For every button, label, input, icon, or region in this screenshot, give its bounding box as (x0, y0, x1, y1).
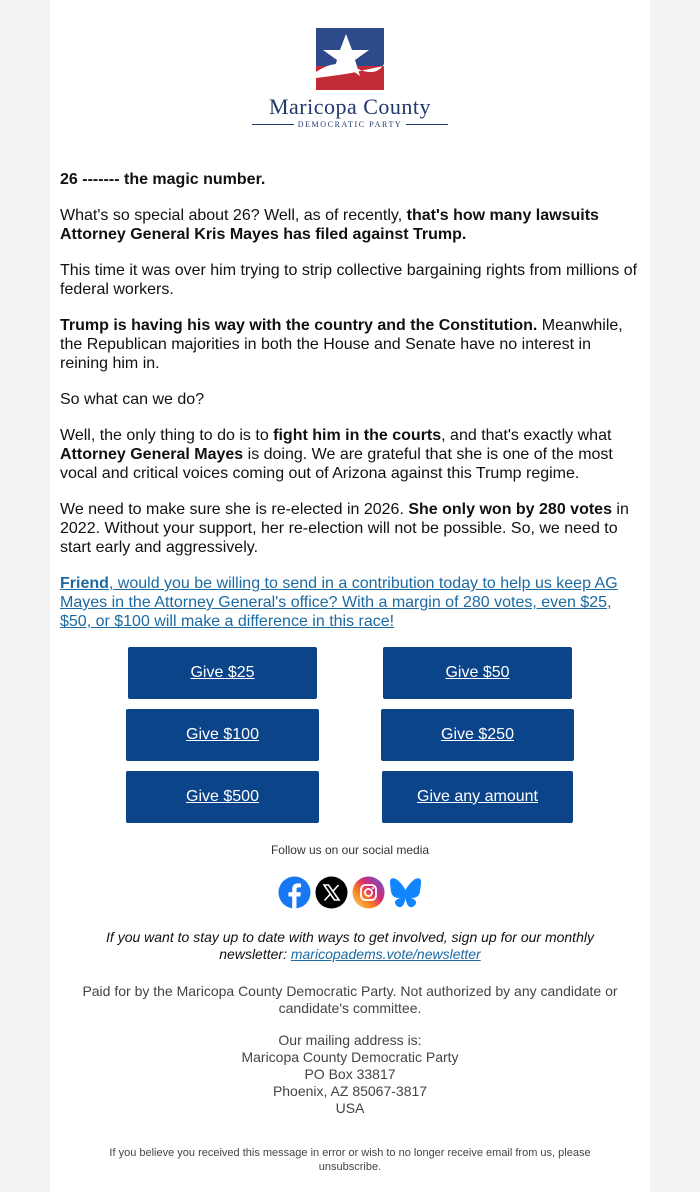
text: Well, the only thing to do is to (60, 427, 274, 444)
instagram-icon[interactable] (352, 876, 385, 909)
paragraph-7 (60, 500, 642, 557)
paid-for-disclaimer: Paid for by the Maricopa County Democratic Party. Not authorized by any candidate or candidate's committee. (82, 983, 618, 1016)
bluesky-icon[interactable] (389, 876, 422, 909)
message-content (60, 170, 642, 648)
header (50, 28, 650, 129)
paragraph-1 (60, 170, 642, 189)
friend-text: Friend (60, 575, 109, 592)
give-100-button[interactable]: Give $100 (126, 709, 319, 761)
give-25-button[interactable]: Give $25 (128, 647, 317, 699)
text: , and that's exactly what (441, 427, 612, 444)
paragraph-4 (60, 316, 642, 373)
unsubscribe-text: If you believe you received this message in error or wish to no longer receive email from us, please (109, 1147, 591, 1159)
bold-text: Attorney General Mayes (60, 446, 244, 463)
give-250-button[interactable]: Give $250 (381, 709, 574, 761)
cta-paragraph (60, 574, 642, 631)
give-500-button[interactable]: Give $500 (126, 771, 319, 823)
cta-link[interactable] (60, 575, 618, 630)
cta-text: , would you be willing to send in a contribution today to help us keep AG Mayes in the Attorney General's office? With a margin of 280 votes, even $25, $50, or $100 will make a difference in this race! (60, 575, 618, 630)
mailing-address-line: Phoenix, AZ 85067-3817 (272, 1083, 428, 1099)
bold-text: fight him in the courts (273, 427, 442, 444)
bold-text: Trump is having his way with the country and the Constitution. (60, 317, 538, 334)
divider (406, 124, 448, 125)
mailing-address-line: PO Box 33817 (304, 1066, 396, 1082)
newsletter-link[interactable]: maricopadems.vote/newsletter (290, 946, 481, 962)
mailing-address-line: Maricopa County Democratic Party (241, 1049, 459, 1065)
facebook-icon[interactable] (278, 876, 311, 909)
mailing-address (50, 1032, 650, 1117)
bold-text: that's how many lawsuits Attorney General Kris Mayes has filed against Trump. (60, 207, 599, 243)
party-logo-icon (316, 28, 384, 90)
paragraph-5: So what can we do? (60, 391, 205, 408)
mailing-address-title: Our mailing address is: (278, 1032, 422, 1048)
divider (252, 124, 294, 125)
paragraph-6 (60, 426, 642, 483)
mailing-address-line: USA (335, 1100, 365, 1116)
social-title: Follow us on our social media (270, 843, 430, 857)
org-subtitle (50, 120, 650, 129)
text: is doing. We are grateful that she is one of the most vocal and critical voices coming out of Arizona against this Trump regime. (60, 446, 613, 482)
give-50-button[interactable]: Give $50 (383, 647, 572, 699)
social-links (278, 876, 423, 910)
paragraph-3: This time it was over him trying to strip collective bargaining rights from millions of federal workers. (60, 262, 638, 298)
text: What's so special about 26? Well, as of recently, (60, 207, 407, 224)
newsletter-note (90, 929, 610, 963)
email-body (50, 0, 650, 1192)
unsubscribe-period: . (378, 1161, 382, 1173)
org-sub-text: DEMOCRATIC PARTY (297, 120, 403, 129)
unsubscribe-note (80, 1146, 620, 1174)
give-any-amount-button[interactable]: Give any amount (382, 771, 573, 823)
paragraph-2 (60, 206, 642, 244)
org-name: Maricopa County (268, 94, 432, 119)
text: We need to make sure she is re-elected in 2026. (60, 501, 409, 518)
headline: 26 ------- the magic number. (60, 171, 266, 188)
newsletter-text: If you want to stay up to date with ways to get involved, sign up for our monthly newsletter: (106, 929, 594, 962)
text: Meanwhile, the Republican majorities in both the House and Senate have no interest in reining him in. (60, 317, 623, 372)
x-icon[interactable] (315, 876, 348, 909)
bold-text: She only won by 280 votes (408, 501, 612, 518)
text: in 2022. Without your support, her re-election will not be possible. So, we need to start early and aggressively. (60, 501, 629, 556)
unsubscribe-link[interactable]: unsubscribe (318, 1161, 379, 1173)
